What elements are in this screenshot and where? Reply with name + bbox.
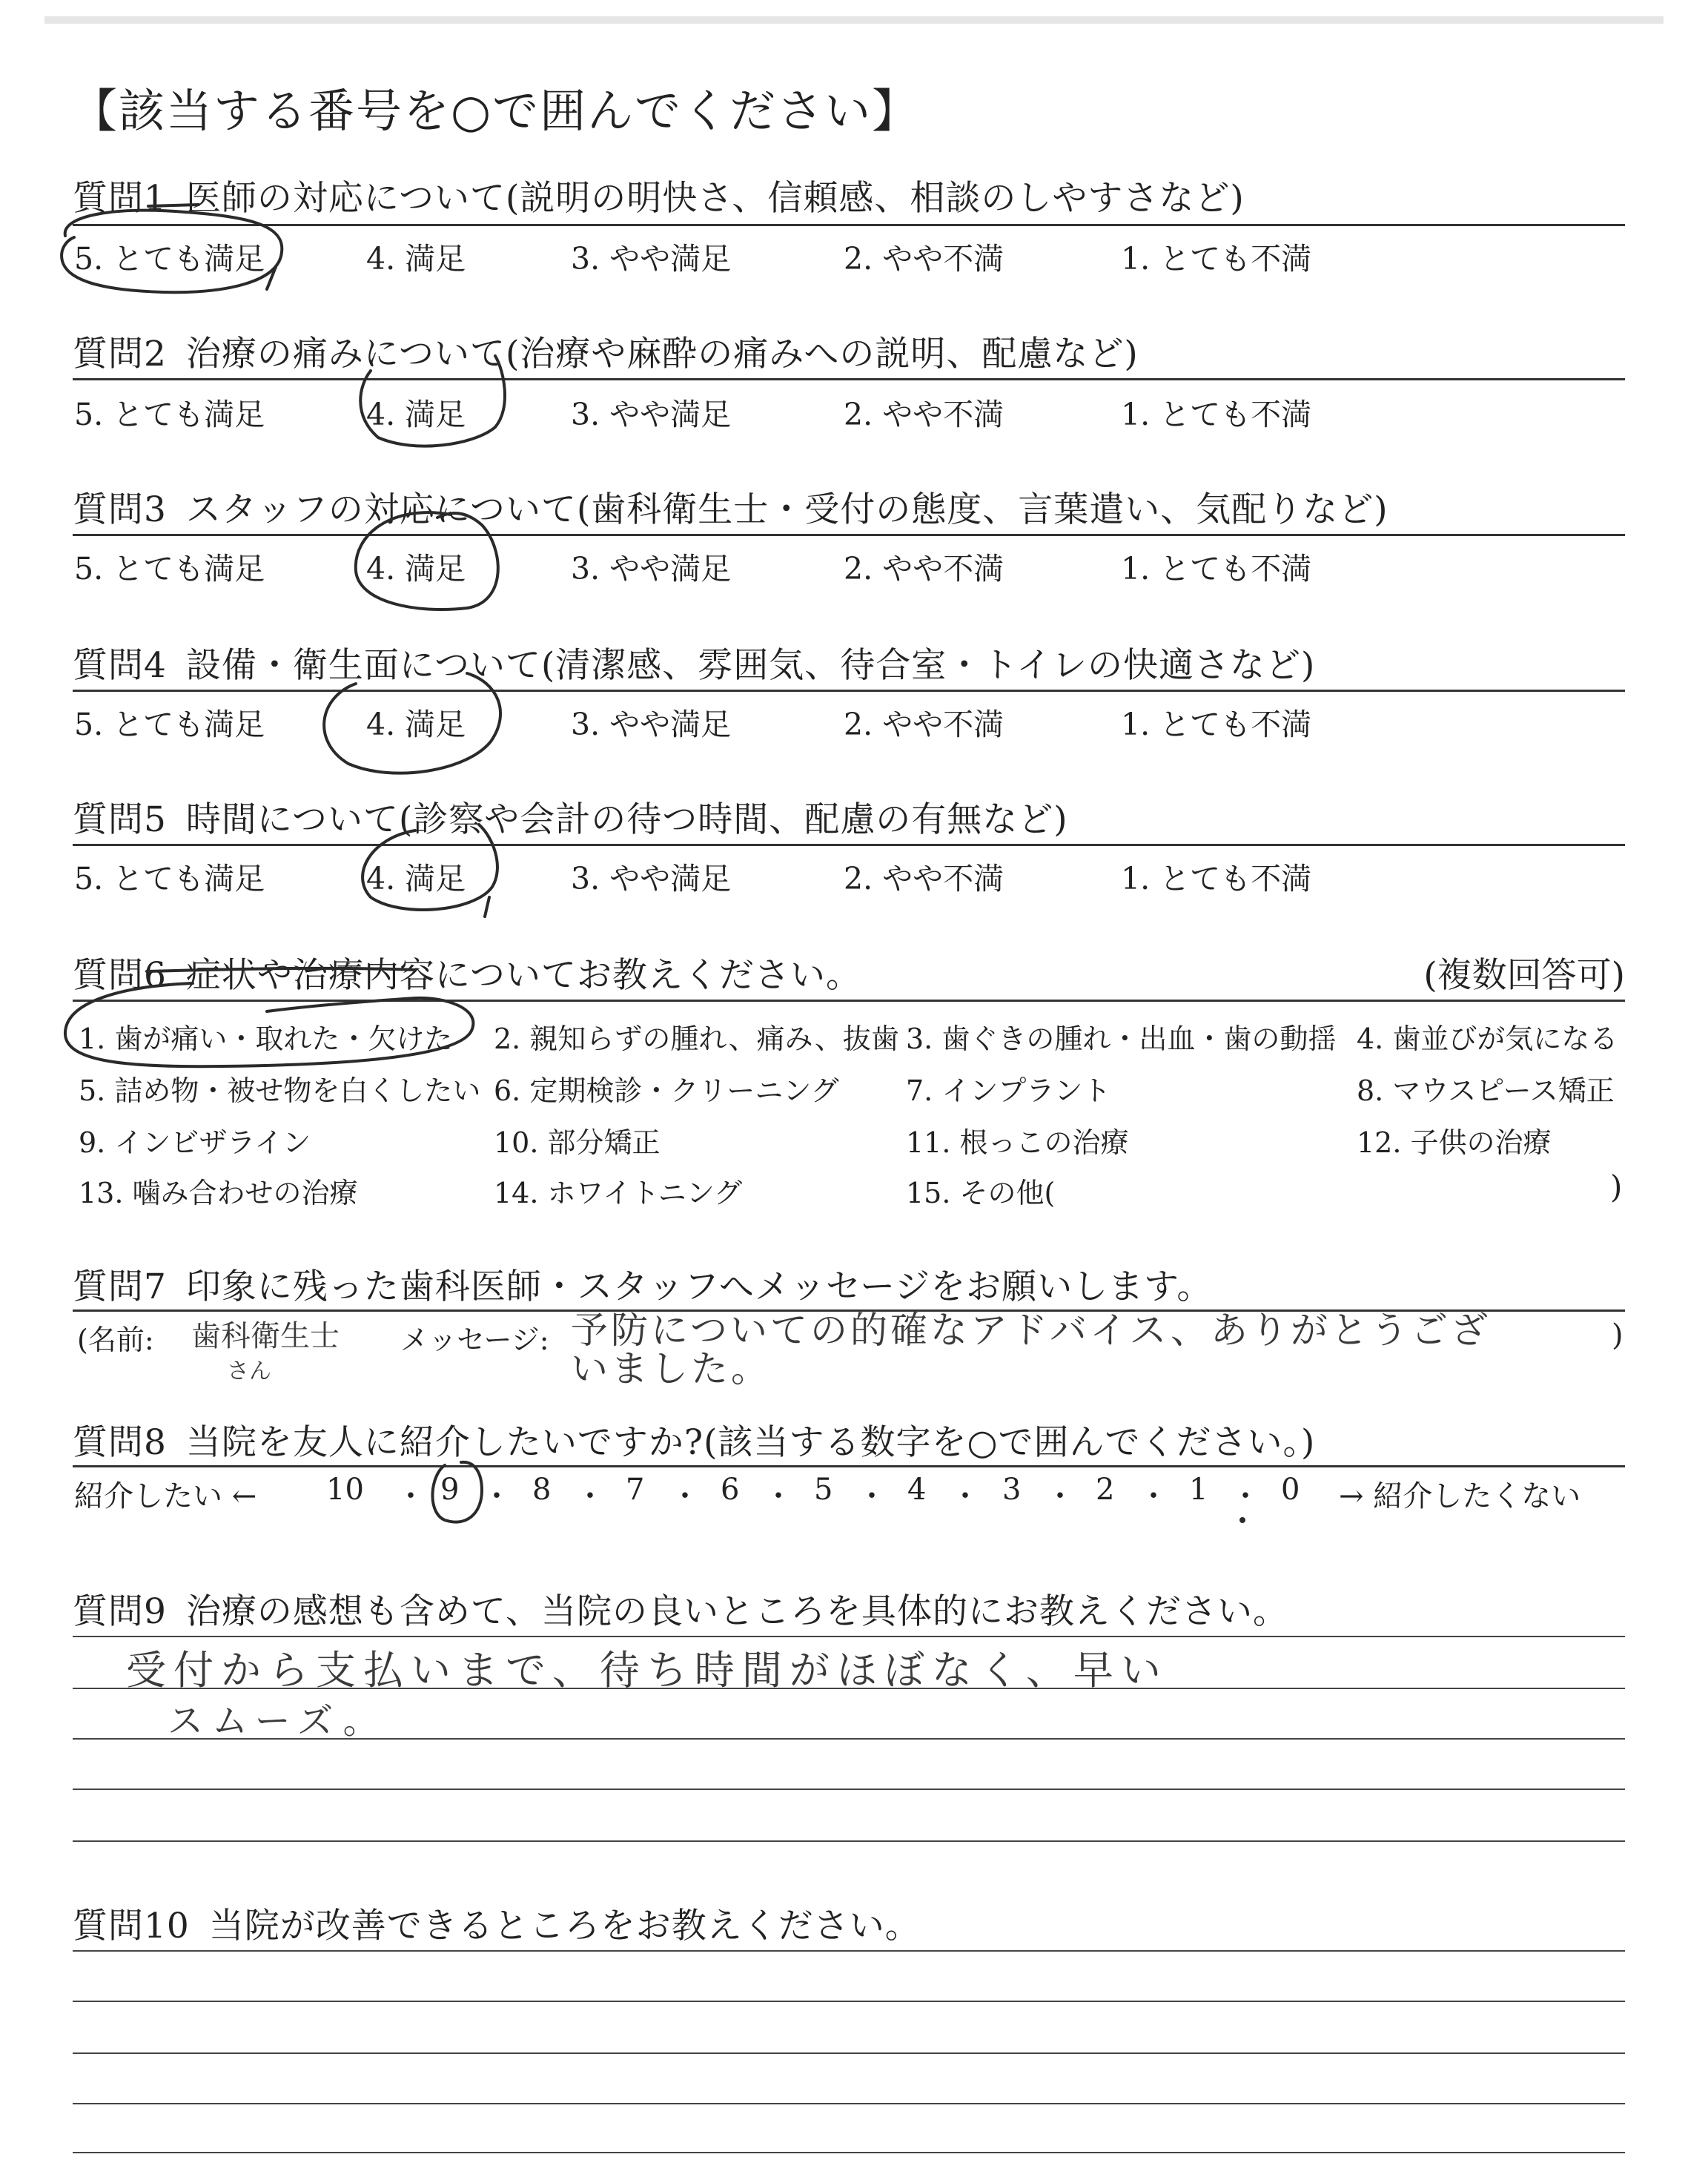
q9-handwritten-line1[interactable]: 受付から支払いまで、待ち時間がほぼなく、早い bbox=[126, 1647, 1168, 1694]
question-text: 当院が改善できるところをお教えください。 bbox=[208, 1906, 921, 1946]
q1-option-2[interactable]: 2. やや不満 bbox=[844, 241, 1004, 277]
q4-option-1[interactable]: 1. とても不満 bbox=[1121, 707, 1312, 742]
score-9[interactable]: 9 bbox=[440, 1473, 460, 1507]
score-1[interactable]: 1 bbox=[1189, 1473, 1208, 1507]
separator-dot: ・ bbox=[1139, 1479, 1168, 1513]
score-2[interactable]: 2 bbox=[1096, 1473, 1115, 1507]
question-number: 質問3 bbox=[73, 489, 167, 530]
q3-option-5[interactable]: 5. とても満足 bbox=[74, 551, 265, 587]
instruction-header: 【該当する番号を○で囲んでください】 bbox=[71, 84, 920, 138]
q6-option-3[interactable]: 3. 歯ぐきの腫れ・出血・歯の動揺 bbox=[906, 1023, 1337, 1055]
answer-line bbox=[73, 1789, 1625, 1790]
answer-line bbox=[73, 2103, 1625, 2104]
q6-option-8[interactable]: 8. マウスピース矯正 bbox=[1357, 1074, 1615, 1107]
q2-option-3[interactable]: 3. やや満足 bbox=[571, 397, 732, 432]
question-7 bbox=[73, 1259, 1212, 1309]
q6-option-7[interactable]: 7. インプラント bbox=[906, 1074, 1111, 1107]
question-number: 質問6 bbox=[73, 955, 167, 996]
separator-dot: ・ bbox=[857, 1479, 887, 1513]
question-6 bbox=[73, 948, 861, 997]
question-text: 当院を友人に紹介したいですか?(該当する数字を○で囲んでください。) bbox=[185, 1422, 1316, 1463]
question-text: 治療の痛みについて(治療や麻酔の痛みへの説明、配慮など) bbox=[185, 334, 1139, 374]
message-label-wrap bbox=[400, 1317, 549, 1358]
score-0[interactable]: 0 bbox=[1281, 1473, 1300, 1507]
multiple-answers-note: (複数回答可) bbox=[1423, 955, 1625, 996]
q2-option-5[interactable]: 5. とても満足 bbox=[74, 397, 265, 432]
question-number: 質問5 bbox=[73, 799, 167, 840]
q3-option-4[interactable]: 4. 満足 bbox=[366, 551, 466, 587]
q5-option-4[interactable]: 4. 満足 bbox=[366, 861, 466, 896]
q9-handwritten-line2[interactable]: スムーズ。 bbox=[168, 1700, 388, 1742]
q3-option-1[interactable]: 1. とても不満 bbox=[1121, 551, 1312, 587]
question-number: 質問1 bbox=[73, 178, 167, 219]
separator-dot: ・ bbox=[1045, 1479, 1075, 1513]
question-number: 質問2 bbox=[73, 334, 167, 374]
question-text: 時間について(診察や会計の待つ時間、配慮の有無など) bbox=[185, 799, 1068, 840]
q4-option-2[interactable]: 2. やや不満 bbox=[844, 707, 1004, 742]
question-text: 医師の対応について(説明の明快さ、信頼感、相談のしやすさなど) bbox=[185, 178, 1245, 219]
question-text: スタッフの対応について(歯科衛生士・受付の態度、言葉遣い、気配りなど) bbox=[185, 489, 1388, 530]
message-label: メッセージ: bbox=[400, 1324, 549, 1356]
separator-dot: ・ bbox=[764, 1479, 793, 1513]
question-9 bbox=[73, 1584, 1288, 1634]
q4-option-5[interactable]: 5. とても満足 bbox=[74, 707, 265, 742]
question-2 bbox=[73, 326, 1139, 376]
question-number: 質問7 bbox=[73, 1266, 167, 1307]
q2-option-2[interactable]: 2. やや不満 bbox=[844, 397, 1004, 432]
question-number: 質問8 bbox=[73, 1422, 167, 1463]
q3-option-2[interactable]: 2. やや不満 bbox=[844, 551, 1004, 587]
other-close-paren: ) bbox=[1610, 1169, 1623, 1205]
question-number: 質問9 bbox=[73, 1591, 167, 1632]
question-rule bbox=[73, 1000, 1625, 1002]
separator-dot: ・ bbox=[950, 1479, 980, 1513]
answer-line bbox=[73, 2052, 1625, 2054]
scan-edge bbox=[44, 16, 1664, 24]
q6-option-5[interactable]: 5. 詰め物・被せ物を白くしたい bbox=[79, 1074, 481, 1107]
separator-dot: ・ bbox=[1231, 1479, 1260, 1513]
separator-dot: ・ bbox=[575, 1479, 605, 1513]
q6-option-2[interactable]: 2. 親知らずの腫れ、痛み、抜歯 bbox=[494, 1023, 899, 1055]
q6-option-12[interactable]: 12. 子供の治療 bbox=[1357, 1126, 1552, 1159]
q2-option-1[interactable]: 1. とても不満 bbox=[1121, 397, 1312, 432]
q3-option-3[interactable]: 3. やや満足 bbox=[571, 551, 732, 587]
q5-option-5[interactable]: 5. とても満足 bbox=[74, 861, 265, 896]
score-7[interactable]: 7 bbox=[626, 1473, 645, 1507]
question-1 bbox=[73, 171, 1245, 220]
q6-option-13[interactable]: 13. 噛み合わせの治療 bbox=[79, 1177, 358, 1209]
q2-option-4[interactable]: 4. 満足 bbox=[366, 397, 466, 432]
score-10[interactable]: 10 bbox=[326, 1473, 364, 1507]
answer-line bbox=[73, 1950, 1625, 1952]
q6-option-4[interactable]: 4. 歯並びが気になる bbox=[1357, 1023, 1618, 1055]
answer-line bbox=[73, 1636, 1625, 1637]
q5-option-2[interactable]: 2. やや不満 bbox=[844, 861, 1004, 896]
q6-option-1[interactable]: 1. 歯が痛い・取れた・欠けた bbox=[79, 1023, 453, 1055]
stray-mark bbox=[1241, 1519, 1244, 1522]
question-number: 質問4 bbox=[73, 645, 167, 686]
separator-dot: ・ bbox=[670, 1479, 700, 1513]
question-rule bbox=[73, 844, 1625, 846]
question-number: 質問10 bbox=[73, 1906, 190, 1946]
separator-dot: ・ bbox=[482, 1479, 512, 1513]
message-close-paren: ) bbox=[1612, 1318, 1623, 1353]
question-rule bbox=[73, 534, 1625, 536]
question-rule bbox=[73, 378, 1625, 380]
q1-option-4[interactable]: 4. 満足 bbox=[366, 241, 466, 277]
q6-option-9[interactable]: 9. インビザライン bbox=[79, 1126, 311, 1159]
message-handwritten[interactable]: 予防についての的確なアドバイス、ありがとうございました。 bbox=[571, 1309, 1491, 1390]
name-suffix-handwritten: さん bbox=[227, 1358, 271, 1384]
question-rule bbox=[73, 1465, 1625, 1467]
question-10 bbox=[73, 1898, 921, 1948]
question-rule bbox=[73, 224, 1625, 226]
recommend-right-label: → 紹介したくない bbox=[1339, 1479, 1581, 1513]
q6-option-15[interactable]: 15. その他( bbox=[906, 1177, 1056, 1209]
question-text: 印象に残った歯科医師・スタッフへメッセージをお願いします。 bbox=[185, 1266, 1213, 1307]
score-8[interactable]: 8 bbox=[532, 1473, 552, 1507]
score-5[interactable]: 5 bbox=[814, 1473, 833, 1507]
message-row bbox=[77, 1317, 154, 1358]
answer-line bbox=[73, 1840, 1625, 1842]
q1-option-1[interactable]: 1. とても不満 bbox=[1121, 241, 1312, 277]
question-text: 症状や治療内容についてお教えください。 bbox=[185, 955, 861, 996]
q5-option-1[interactable]: 1. とても不満 bbox=[1121, 861, 1312, 896]
score-4[interactable]: 4 bbox=[907, 1473, 927, 1507]
question-3 bbox=[73, 482, 1388, 532]
recommend-left-label: 紹介したい ← bbox=[74, 1479, 257, 1513]
score-3[interactable]: 3 bbox=[1002, 1473, 1022, 1507]
name-handwritten[interactable]: 歯科衛生士 bbox=[191, 1319, 340, 1353]
question-4 bbox=[73, 638, 1315, 687]
q4-option-3[interactable]: 3. やや満足 bbox=[571, 707, 732, 742]
score-6[interactable]: 6 bbox=[721, 1473, 740, 1507]
q6-option-11[interactable]: 11. 根っこの治療 bbox=[906, 1126, 1129, 1159]
question-5 bbox=[73, 792, 1068, 842]
q6-option-10[interactable]: 10. 部分矯正 bbox=[494, 1126, 661, 1159]
q1-option-3[interactable]: 3. やや満足 bbox=[571, 241, 732, 277]
question-text: 設備・衛生面について(清潔感、雰囲気、待合室・トイレの快適さなど) bbox=[185, 645, 1316, 686]
separator-dot: ・ bbox=[396, 1479, 426, 1513]
answer-line bbox=[73, 2001, 1625, 2002]
q4-option-4[interactable]: 4. 満足 bbox=[366, 707, 466, 742]
q6-option-14[interactable]: 14. ホワイトニング bbox=[494, 1177, 743, 1209]
q5-option-3[interactable]: 3. やや満足 bbox=[571, 861, 732, 896]
answer-line bbox=[73, 2152, 1625, 2153]
name-label: (名前: bbox=[77, 1324, 154, 1356]
q6-option-6[interactable]: 6. 定期検診・クリーニング bbox=[494, 1074, 839, 1107]
question-8 bbox=[73, 1415, 1315, 1464]
q1-option-5[interactable]: 5. とても満足 bbox=[74, 241, 265, 277]
question-text: 治療の感想も含めて、当院の良いところを具体的にお教えください。 bbox=[185, 1591, 1288, 1632]
question-rule bbox=[73, 690, 1625, 692]
